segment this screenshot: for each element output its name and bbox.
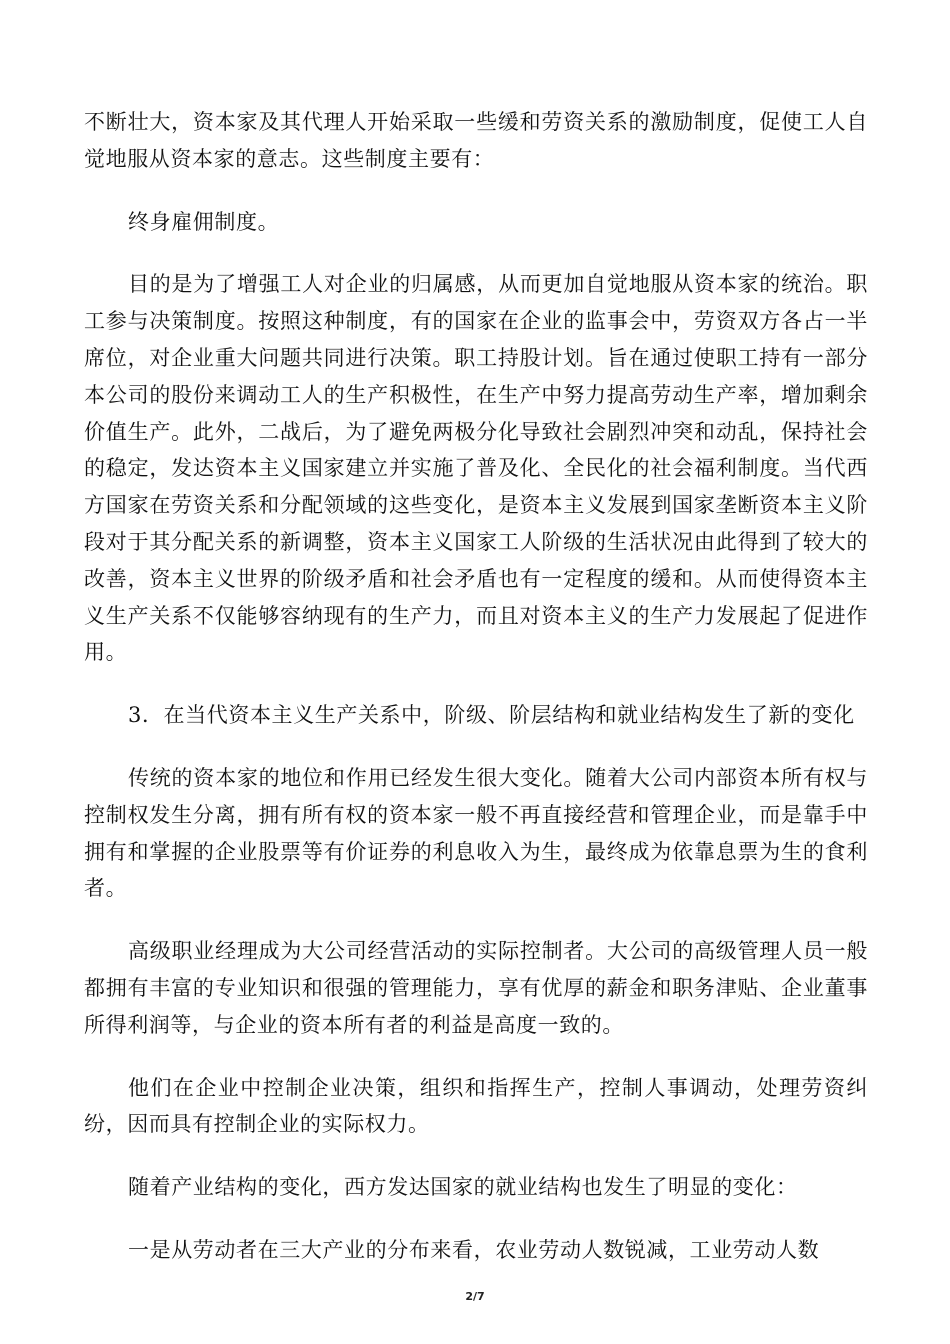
page-body xyxy=(84,104,868,1295)
paragraph-incentive-systems: 目的是为了增强工人对企业的归属感，从而更加自觉地服从资本家的统治。职工参与决策制度。按照这种制度，有的国家在企业的监事会中，劳资双方各占一半席位，对企业重大问题共同进行决策。职工持股计划。旨在通过使职工持有一部分本公司的股份来调动工人的生产积极性，在生产中努力提高劳动生产率，增加剩余价值生产。此外，二战后，为了避免两极分化导致社会剧烈冲突和动乱，保持社会的稳定，发达资本主义国家建立并实施了普及化、全民化的社会福利制度。当代西方国家在劳资关系和分配领域的这些变化，是资本主义发展到国家垄断资本主义阶段对于其分配关系的新调整，资本主义国家工人阶级的生活状况由此得到了较大的改善，资本主义世界的阶级矛盾和社会矛盾也有一定程度的缓和。从而使得资本主义生产关系不仅能够容纳现有的生产力，而且对资本主义的生产力发展起了促进作用。 xyxy=(84,272,868,665)
page-number: 2/7 xyxy=(465,1290,485,1303)
section-heading-3: 3．在当代资本主义生产关系中，阶级、阶层结构和就业结构发生了新的变化 xyxy=(128,703,855,728)
paragraph-control-power: 他们在企业中控制企业决策，组织和指挥生产，控制人事调动，处理劳资纠纷，因而具有控制企业的实际权力。 xyxy=(84,1075,868,1137)
paragraph-labor-distribution: 一是从劳动者在三大产业的分布来看，农业劳动人数锐减，工业劳动人数 xyxy=(128,1237,820,1262)
paragraph-traditional-capitalists: 传统的资本家的地位和作用已经发生很大变化。随着大公司内部资本所有权与控制权发生分离，拥有所有权的资本家一般不再直接经营和管理企业，而是靠手中拥有和掌握的企业股票等有价证券的利息收入为生，最终成为依靠息票为生的食利者。 xyxy=(84,765,868,901)
paragraph-continuation: 不断壮大，资本家及其代理人开始采取一些缓和劳资关系的激励制度，促使工人自觉地服从资本家的意志。这些制度主要有： xyxy=(84,110,868,171)
paragraph-senior-managers: 高级职业经理成为大公司经营活动的实际控制者。大公司的高级管理人员一般都拥有丰富的专业知识和很强的管理能力，享有优厚的薪金和职务津贴、企业董事所得利润等，与企业的资本所有者的利益是高度一致的。 xyxy=(84,939,868,1037)
paragraph-lifetime-employment: 终身雇佣制度。 xyxy=(128,209,280,234)
paragraph-employment-structure: 随着产业结构的变化，西方发达国家的就业结构也发生了明显的变化： xyxy=(128,1175,798,1200)
